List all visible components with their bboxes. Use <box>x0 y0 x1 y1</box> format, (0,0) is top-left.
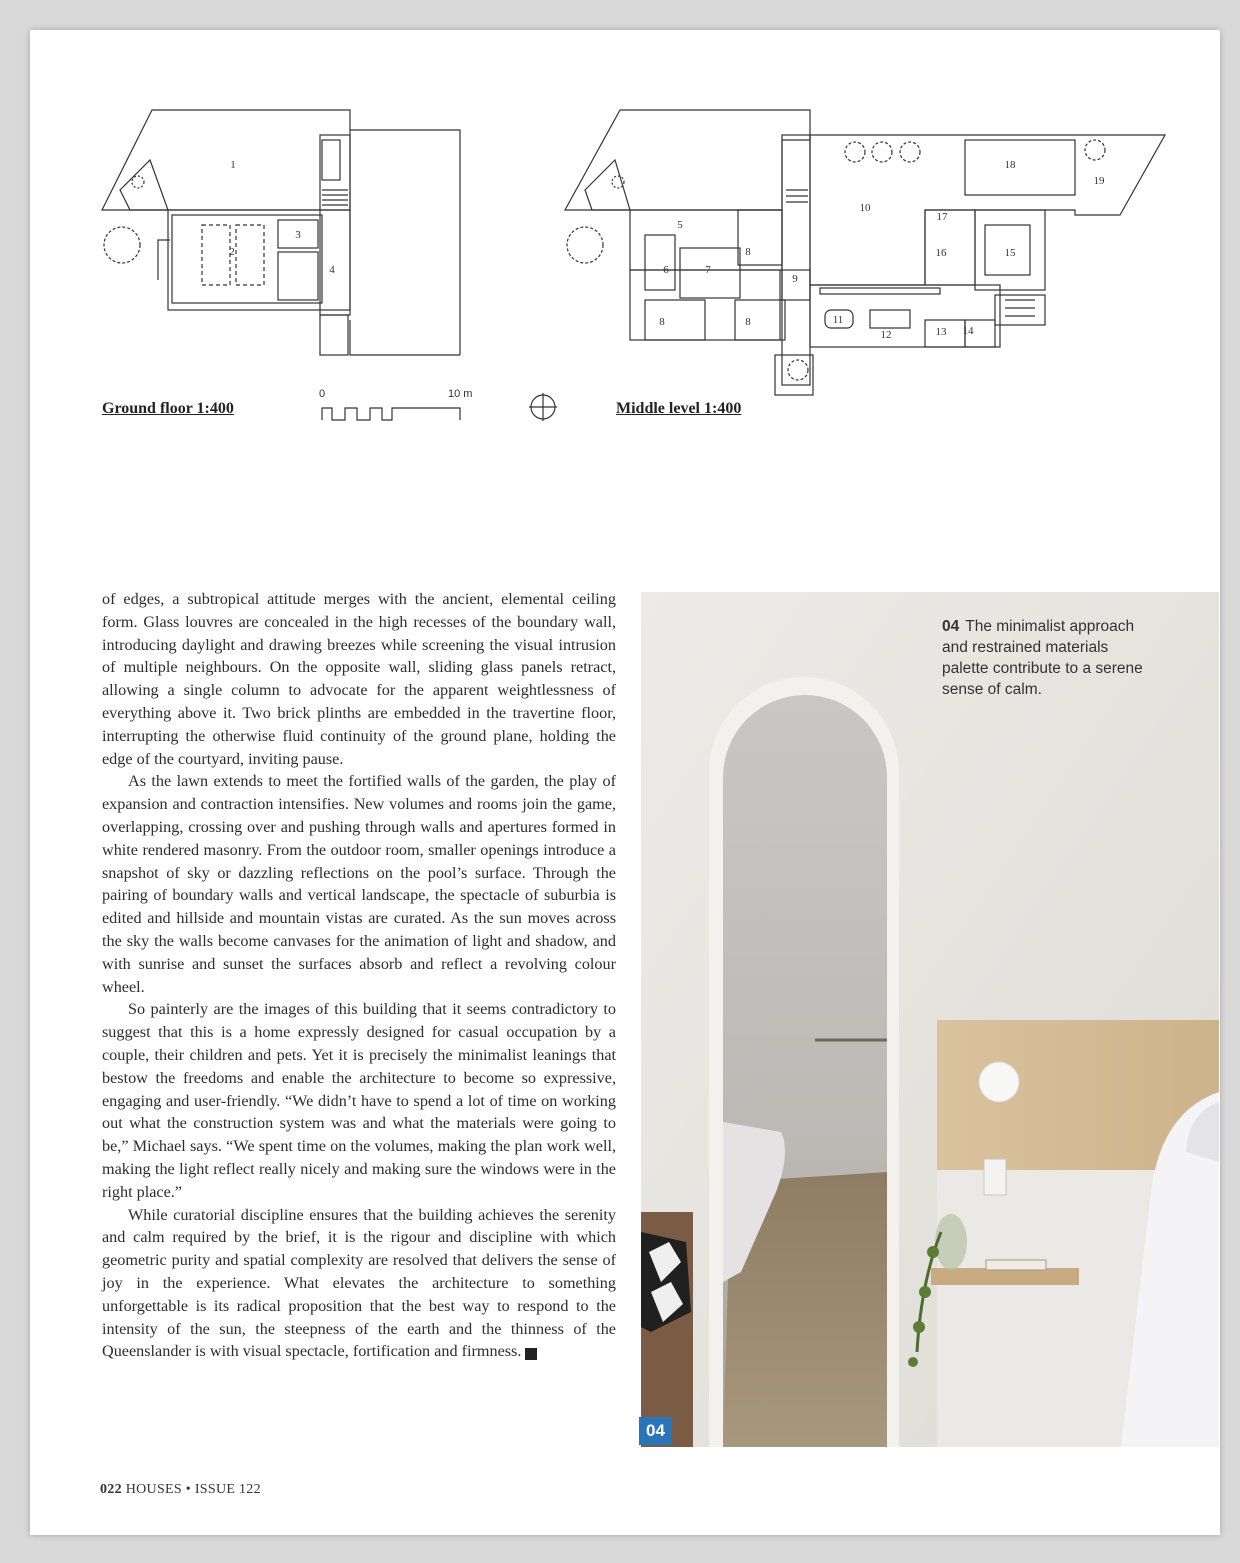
room-label: 16 <box>935 247 947 259</box>
room-label: 2 <box>229 246 235 258</box>
photo-caption <box>942 616 1152 700</box>
room-label: 8 <box>745 246 751 258</box>
paragraph <box>102 1204 616 1364</box>
room-label: 9 <box>792 273 798 285</box>
magazine-page <box>30 30 1220 1535</box>
paragraph-text: While curatorial discipline ensures that the building achieves the serenity and calm required by the brief, it is the rigour and discipline with which geometric purity and spatial complexity are resolved that delivers the sense of joy in the experience. What elevates the architecture to something unforgettable is its radical proposition that the best way to respond to the intensity of the sun, the steepness of the earth and the thinness of the Queenslander is with visual spectacle, fortification and firmness. <box>102 1205 616 1361</box>
room-label: 6 <box>663 264 669 276</box>
paragraph: So painterly are the images of this building that it seems contradictory to suggest that this is a home expressly designed for casual occupation by a couple, their children and pets. Yet it is precisely the minimalist leanings that bestow the freedoms and enable the architecture to become so expressive, engaging and user-friendly. “We didn’t have to spend a lot of time on working out what the construction system was and what the materials were going to be,” Michael says. “We spent time on the volumes, making the plan work well, making the light reflect really nicely and making sure the windows were in the right place.” <box>102 1000 616 1201</box>
page-footer <box>100 1482 261 1498</box>
room-label: 14 <box>962 325 974 337</box>
room-label: 10 <box>859 202 871 214</box>
room-label: 7 <box>705 264 711 276</box>
room-label: 3 <box>295 229 301 241</box>
room-label: 8 <box>659 316 665 328</box>
room-label: 13 <box>935 326 947 338</box>
wall-light <box>979 1062 1019 1102</box>
bedroom-arch-photo <box>641 592 1219 1447</box>
room-label: 17 <box>936 211 948 223</box>
caption-text: The minimalist approach and restrained materials palette contribute to a serene sense of calm. <box>942 618 1143 698</box>
scale-bar <box>322 408 460 420</box>
room-label: 8 <box>745 316 751 328</box>
north-arrow-icon <box>529 393 557 421</box>
caption-number: 04 <box>942 618 960 635</box>
issue-number: ISSUE 122 <box>194 1482 261 1497</box>
room-label: 12 <box>880 329 892 341</box>
footer-separator: • <box>185 1482 191 1497</box>
light-switch <box>984 1159 1006 1195</box>
magazine-name: HOUSES <box>125 1482 182 1497</box>
room-label: 15 <box>1004 247 1016 259</box>
room-label: 1 <box>230 159 236 171</box>
room-label: 11 <box>832 314 844 326</box>
paragraph: of edges, a subtropical attitude merges with the ancient, elemental ceiling form. Glass louvres are concealed in the high recesses of the boundary wall, introducing daylight and drawing breezes while screening the visual intrusion of multiple neighbours. On the opposite wall, sliding glass panels retract, allowing a single column to advocate for the apparent weightlessness of everything above it. Two brick plinths are embedded in the travertine floor, interrupting the otherwise fluid continuity of the ground plane, holding the edge of the courtyard, inviting pause. <box>102 590 616 768</box>
middle-level-label: Middle level 1:400 <box>616 400 742 417</box>
room-label: 5 <box>677 219 683 231</box>
room-label: 19 <box>1093 175 1105 187</box>
ground-floor-plan <box>102 110 460 355</box>
page-number: 022 <box>100 1482 122 1497</box>
middle-level-plan <box>565 110 1165 395</box>
floor-plans-drawing <box>30 30 1220 450</box>
scale-end-label: 10 m <box>448 388 473 400</box>
end-mark-icon: H <box>525 1348 537 1360</box>
article-body <box>102 588 616 1363</box>
room-label: 4 <box>329 264 335 276</box>
bedside-shelf <box>931 1268 1079 1285</box>
paragraph: As the lawn extends to meet the fortified walls of the garden, the play of expansion and contraction intensifies. New volumes and rooms join the game, overlapping, crossing over and pushing through walls and apertures formed in white rendered masonry. From the outdoor room, smaller openings introduce a snapshot of sky or dazzling reflections on the pool’s surface. Through the pairing of boundary walls and vertical landscape, the spectacle of suburbia is edited and hillside and mountain vistas are curated. As the sun moves across the sky the walls become canvases for the animation of light and shadow, and with sunrise and sunset the surfaces absorb and reflect a revolving colour wheel. <box>102 772 616 996</box>
room-label: 18 <box>1004 159 1016 171</box>
scale-start-label: 0 <box>319 388 326 400</box>
ground-floor-label: Ground floor 1:400 <box>102 400 234 417</box>
photo-number-badge: 04 <box>639 1417 672 1445</box>
